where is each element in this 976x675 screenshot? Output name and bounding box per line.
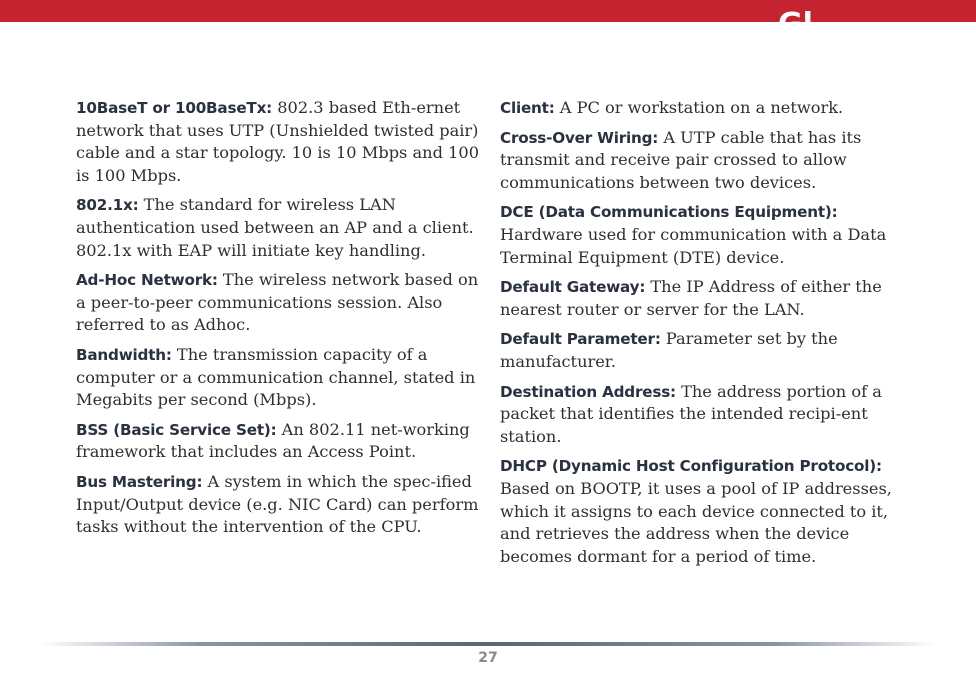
glossary-term: DHCP (Dynamic Host Configuration Protocol): — [500, 457, 882, 476]
glossary-definition: Hardware used for communication with a Data Terminal Equipment (DTE) device. — [500, 224, 887, 267]
glossary-entry — [500, 201, 900, 269]
glossary-term: Cross-Over Wiring: — [500, 128, 659, 147]
glossary-entry — [500, 381, 900, 449]
page-number: 27 — [478, 650, 498, 666]
glossary-definition: A UTP cable that has its transmit and receive pair crossed to allow communications between two devices. — [500, 127, 862, 192]
glossary-definition: Parameter set by the manufacturer. — [500, 329, 838, 371]
footer-divider — [40, 642, 936, 646]
glossary-term: Client: — [500, 99, 555, 117]
glossary-term: DCE (Data Communications Equipment): — [500, 203, 838, 222]
glossary-entry — [500, 276, 900, 321]
glossary-term: Bus Mastering: — [76, 472, 203, 491]
glossary-definition: 802.3 based Eth-ernet network that uses UTP (Unshielded twisted pair) cable and a star topology. 10 is 10 Mbps and 100 is 100 Mbps. — [76, 98, 479, 185]
glossary-definition: The wireless network based on a peer-to-peer communications session. Also referred to as Adhoc. — [76, 270, 479, 335]
glossary-entry — [500, 97, 900, 120]
glossary-definition: The standard for wireless LAN authentication used between an AP and a client. 802.1x with EAP will initiate key handling. — [76, 195, 474, 260]
glossary-term: Destination Address: — [500, 382, 676, 401]
glossary-term: Ad-Hoc Network: — [76, 271, 218, 290]
glossary-term: Bandwidth: — [76, 345, 172, 364]
glossary-term: 10BaseT or 100BaseTx: — [76, 99, 273, 117]
glossary-column-left — [76, 97, 480, 546]
glossary-definition: The IP Address of either the nearest router or server for the LAN. — [500, 277, 882, 319]
header-bar — [0, 0, 976, 42]
glossary-entry — [76, 419, 480, 464]
glossary-entry — [76, 344, 480, 412]
glossary-entry — [76, 97, 480, 187]
glossary-term: BSS (Basic Service Set): — [76, 420, 277, 439]
glossary-definition: An 802.11 net-working framework that includes an Access Point. — [76, 419, 470, 462]
glossary-definition: The address portion of a packet that identifies the intended recipi-ent station. — [500, 381, 882, 446]
glossary-entry — [76, 269, 480, 337]
glossary-definition: The transmission capacity of a computer or a communication channel, stated in Megabits per second (Mbps). — [76, 344, 476, 410]
glossary-entry — [500, 328, 900, 373]
glossary-term: Default Parameter: — [500, 330, 661, 349]
glossary-column-right — [500, 97, 900, 575]
glossary-definition: A PC or workstation on a network. — [559, 98, 844, 117]
glossary-entry — [500, 455, 900, 568]
glossary-entry — [76, 471, 480, 539]
glossary-term: Default Gateway: — [500, 278, 646, 297]
glossary-entry — [500, 127, 900, 195]
glossary-term: 802.1x: — [76, 196, 139, 215]
glossary-definition: A system in which the spec-ified Input/Output device (e.g. NIC Card) can perform tasks without the intervention of the CPU. — [76, 471, 479, 537]
glossary-entry — [76, 194, 480, 262]
glossary-definition: Based on BOOTP, it uses a pool of IP addresses, which it assigns to each device connected to it, and retrieves the address when the device becomes dormant for a period of time. — [500, 478, 892, 566]
section-title-fragment: Gl — [778, 7, 813, 42]
